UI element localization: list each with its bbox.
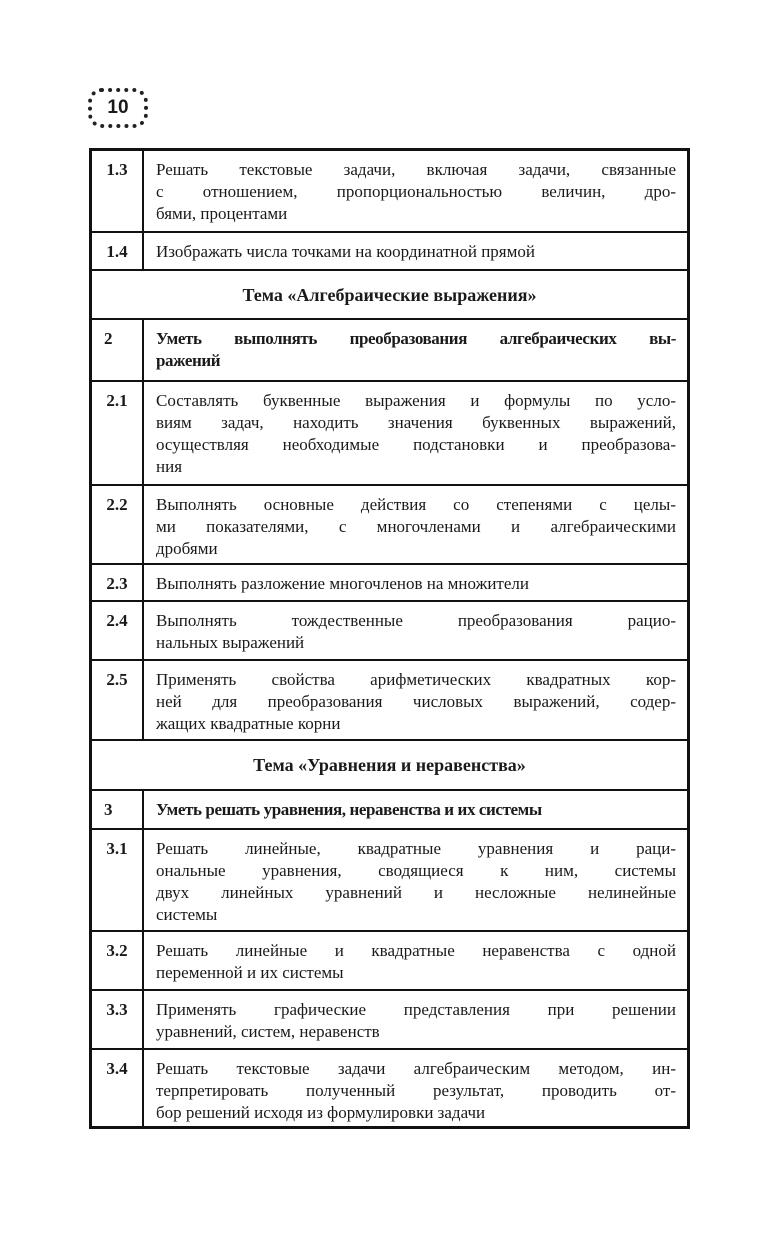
description-line: с отношением, пропорциональностью величин, дро- <box>156 182 676 201</box>
item-description <box>144 830 687 930</box>
description-line: Решать текстовые задачи алгебраическим методом, ин- <box>156 1059 676 1078</box>
item-code: 3.2 <box>92 932 144 989</box>
description-line: ражений <box>156 351 221 370</box>
item-description <box>144 661 687 739</box>
table-row <box>92 930 687 989</box>
topic-header-row <box>92 739 687 789</box>
description-line: системы <box>156 905 218 924</box>
section-row <box>92 318 687 380</box>
description-line: Решать текстовые задачи, включая задачи, связанные <box>156 160 676 179</box>
description-line: бями, процентами <box>156 204 288 223</box>
item-code: 3.3 <box>92 991 144 1048</box>
description-line: ней для преобразования числовых выражений, содер- <box>156 692 676 711</box>
item-description <box>144 233 687 269</box>
description-line: дробями <box>156 539 218 558</box>
item-code: 1.3 <box>92 151 144 231</box>
page-number: 10 <box>88 88 148 128</box>
description-line: ональные уравнения, сводящиеся к ним, системы <box>156 861 676 880</box>
table-row <box>92 380 687 484</box>
topic-title: Тема «Уравнения и неравенства» <box>253 755 526 775</box>
table-row <box>92 828 687 930</box>
table-row <box>92 563 687 600</box>
item-code: 2.2 <box>92 486 144 563</box>
item-code: 2.3 <box>92 565 144 600</box>
description-line: Решать линейные, квадратные уравнения и раци- <box>156 839 676 858</box>
item-description <box>144 486 687 563</box>
item-code: 3 <box>92 791 144 828</box>
table-row <box>92 231 687 269</box>
description-line: Составлять буквенные выражения и формулы по усло- <box>156 391 676 410</box>
description-line: виям задач, находить значения буквенных выражений, <box>156 413 676 432</box>
description-line: Выполнять тождественные преобразования рацио- <box>156 611 676 630</box>
description-line: Выполнять разложение многочленов на множители <box>156 574 529 593</box>
description-line: осуществляя необходимые подстановки и преобразова- <box>156 435 676 454</box>
item-description <box>144 1050 687 1126</box>
item-code: 1.4 <box>92 233 144 269</box>
item-description <box>144 151 687 231</box>
topic-title: Тема «Алгебраические выражения» <box>242 285 537 305</box>
description-line: двух линейных уравнений и несложные нелинейные <box>156 883 676 902</box>
description-line: бор решений исходя из формулировки задачи <box>156 1103 486 1122</box>
item-description <box>144 565 687 600</box>
description-line: нальных выражений <box>156 633 305 652</box>
item-code: 2.4 <box>92 602 144 659</box>
item-description <box>144 602 687 659</box>
table-row <box>92 1048 687 1126</box>
requirements-table <box>89 148 690 1129</box>
table-row <box>92 659 687 739</box>
item-description <box>144 791 687 828</box>
table-row <box>92 151 687 231</box>
description-line: Изображать числа точками на координатной прямой <box>156 242 535 261</box>
item-code: 2.1 <box>92 382 144 484</box>
description-line: жащих квадратные корни <box>156 714 341 733</box>
description-line: ния <box>156 457 183 476</box>
description-line: Применять графические представления при решении <box>156 1000 676 1019</box>
description-line: терпретировать полученный результат, проводить от- <box>156 1081 676 1100</box>
description-line: Решать линейные и квадратные неравенства с одной <box>156 941 676 960</box>
section-row <box>92 789 687 828</box>
item-description <box>144 382 687 484</box>
item-description <box>144 991 687 1048</box>
description-line: Уметь выполнять преобразования алгебраических вы- <box>156 329 676 348</box>
topic-header-row <box>92 269 687 318</box>
table-row <box>92 600 687 659</box>
item-code: 3.4 <box>92 1050 144 1126</box>
description-line: уравнений, систем, неравенств <box>156 1022 380 1041</box>
item-code: 3.1 <box>92 830 144 930</box>
description-line: Применять свойства арифметических квадратных кор- <box>156 670 676 689</box>
description-line: переменной и их системы <box>156 963 344 982</box>
item-code: 2.5 <box>92 661 144 739</box>
description-line: Выполнять основные действия со степенями с целы- <box>156 495 676 514</box>
item-code: 2 <box>92 320 144 380</box>
item-description <box>144 932 687 989</box>
table-row <box>92 989 687 1048</box>
table-row <box>92 484 687 563</box>
description-line: Уметь решать уравнения, неравенства и их системы <box>156 800 542 819</box>
description-line: ми показателями, с многочленами и алгебраическими <box>156 517 676 536</box>
item-description <box>144 320 687 380</box>
